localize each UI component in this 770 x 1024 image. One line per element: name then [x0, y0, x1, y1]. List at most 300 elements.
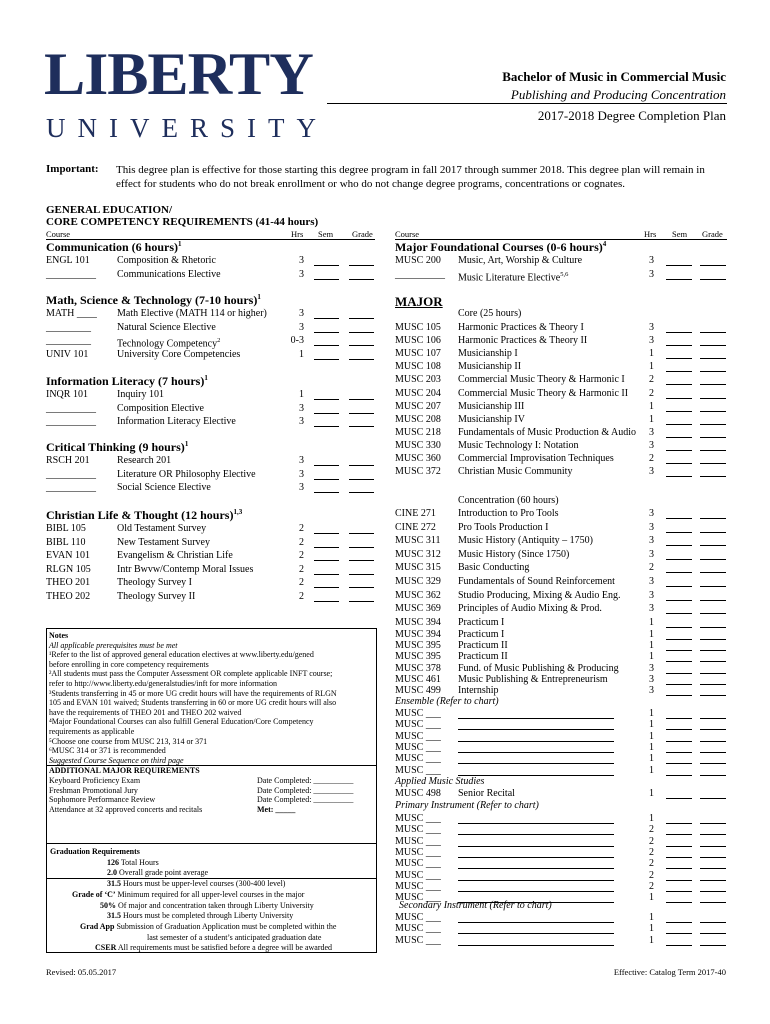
grade-blank — [700, 684, 726, 685]
grade-blank — [349, 265, 374, 266]
course-hrs: 1 — [649, 892, 654, 904]
grade-blank — [700, 265, 726, 266]
grade-blank — [700, 857, 726, 858]
course-name-text: Music Literature Elective — [458, 271, 561, 283]
sem-blank — [666, 729, 692, 730]
course-hrs: 3 — [299, 268, 304, 280]
important-text: This degree plan is effective for those starting this degree program in fall 2017 through summer 2018. This degree plan will remain in effect for students who do not break enrollment or who do not change degree programs, concentrations or cognates. — [116, 164, 705, 190]
group-title-text: Christian Life & Thought (12 hours) — [46, 508, 234, 522]
course-name — [458, 426, 636, 439]
course-hrs: 1 — [649, 413, 654, 425]
course-name — [458, 373, 625, 386]
course-name-text: Information Literacy Elective — [117, 416, 236, 427]
course-code: _________ — [46, 321, 91, 333]
sem-blank — [666, 572, 692, 573]
course-name — [458, 589, 621, 602]
grade-blank — [700, 532, 726, 533]
grade-blank — [700, 371, 726, 372]
course-code: RSCH 201 — [46, 455, 90, 466]
course-name-blank — [458, 880, 614, 881]
course-name — [117, 522, 206, 535]
course-code: MUSC ___ — [395, 753, 441, 765]
graduation-line — [50, 943, 373, 954]
course-code: MUSC 329 — [395, 576, 441, 587]
sem-blank — [666, 823, 692, 824]
mfc-title-text: Major Foundational Courses (0-6 hours) — [395, 240, 603, 254]
course-code: MUSC 105 — [395, 322, 441, 333]
course-name-blank — [458, 846, 614, 847]
course-name-text: University Core Competencies — [117, 348, 241, 360]
course-hrs: 3 — [299, 308, 304, 319]
course-name-text: Christian Music Community — [458, 466, 573, 478]
grade-blank — [700, 922, 726, 923]
course-name — [117, 454, 171, 467]
graduation-key: 50% — [100, 900, 116, 910]
graduation-text: All requirements must be satisfied before a degree will be awarded — [116, 943, 333, 953]
course-name — [458, 534, 593, 547]
course-code: MUSC 372 — [395, 466, 441, 478]
requirement-value: Met: _____ — [257, 804, 296, 814]
course-code: MUSC ___ — [395, 824, 441, 836]
course-code: CINE 271 — [395, 508, 436, 519]
grade-blank — [700, 880, 726, 881]
requirement-label: Sophomore Performance Review — [49, 795, 156, 805]
grade-blank — [349, 533, 374, 534]
course-code: MUSC ___ — [395, 880, 441, 892]
course-name-text: Internship — [458, 685, 499, 696]
course-name-blank — [458, 933, 614, 934]
sem-blank — [666, 798, 692, 799]
graduation-key: 2.0 — [107, 868, 117, 878]
sem-blank — [666, 650, 692, 651]
course-code: MUSC ___ — [395, 730, 441, 742]
course-name-text: Fund. of Music Publishing & Producing — [458, 662, 619, 674]
notes-line: ⁴Major Foundational Courses can also fulfill General Education/Core Competency — [49, 717, 314, 727]
grade-blank — [700, 834, 726, 835]
course-name-text: Musicianship III — [458, 400, 525, 412]
grade-blank — [700, 384, 726, 385]
sem-blank — [666, 857, 692, 858]
course-name-text: Basic Conducting — [458, 562, 530, 574]
course-name-text: Composition Elective — [117, 402, 204, 414]
course-hrs: 3 — [649, 335, 654, 347]
course-hrs: 2 — [649, 869, 654, 881]
grade-blank — [700, 729, 726, 730]
course-name-blank — [458, 823, 614, 824]
course-name — [458, 387, 628, 400]
sem-blank — [314, 318, 339, 319]
requirement-label: Keyboard Proficiency Exam — [49, 775, 141, 785]
course-name-text: Introduction to Pro Tools — [458, 508, 559, 519]
course-hrs: 1 — [649, 651, 654, 663]
group-title-sup: 1 — [257, 293, 261, 301]
major-title: MAJOR — [395, 294, 443, 309]
course-name-text: Harmonic Practices & Theory I — [458, 322, 584, 333]
group-title-sup: 1 — [178, 240, 182, 248]
sem-blank — [314, 345, 339, 346]
col-grade-right: Grade — [702, 229, 723, 239]
concentration-title: Concentration (60 hours) — [458, 495, 559, 506]
course-code: MUSC 108 — [395, 361, 441, 373]
sem-blank — [666, 345, 692, 346]
grade-blank — [349, 279, 374, 280]
course-code: __________ — [46, 482, 96, 493]
notes-line: ⁶MUSC 314 or 371 is recommended — [49, 746, 166, 756]
course-name — [458, 521, 549, 534]
course-name — [458, 561, 529, 574]
course-hrs: 3 — [649, 603, 654, 615]
sem-blank — [314, 359, 339, 360]
course-name — [117, 307, 267, 320]
sem-blank — [666, 639, 692, 640]
course-name-text: Communications Elective — [117, 268, 221, 280]
requirement-value: Date Completed: __________ — [257, 795, 354, 805]
course-hrs: 3 — [299, 255, 304, 266]
course-code: __________ — [46, 416, 96, 427]
course-name — [117, 536, 210, 549]
course-name — [458, 616, 504, 629]
course-code: BIBL 105 — [46, 523, 86, 534]
course-hrs: 1 — [649, 640, 654, 652]
grade-blank — [700, 450, 726, 451]
course-hrs: 3 — [649, 662, 654, 674]
course-name-blank — [458, 945, 614, 946]
sem-blank — [666, 559, 692, 560]
grade-blank — [700, 518, 726, 519]
ensemble-title: Ensemble (Refer to chart) — [395, 696, 499, 707]
course-code: MUSC 378 — [395, 662, 441, 674]
course-code: MATH ____ — [46, 308, 97, 319]
grade-blank — [700, 846, 726, 847]
sem-blank — [666, 902, 692, 903]
course-name-blank — [458, 763, 614, 764]
course-name — [117, 348, 240, 361]
sem-blank — [666, 358, 692, 359]
grade-blank — [700, 586, 726, 587]
course-hrs: 1 — [649, 934, 654, 946]
additional-requirements-title: ADDITIONAL MAJOR REQUIREMENTS — [47, 765, 376, 776]
liberty-logo-word: LIBERTY — [44, 41, 313, 107]
group-title-sup: 1 — [184, 440, 189, 448]
course-code: RLGN 105 — [46, 563, 91, 575]
course-name — [117, 549, 233, 562]
sem-blank — [666, 661, 692, 662]
notes-line: 105 and EVAN 101 waived; Students transferring in 60 or more UG credit hours will also — [49, 698, 337, 708]
course-code: MUSC ___ — [395, 923, 441, 935]
course-code: MUSC 203 — [395, 374, 441, 386]
grade-blank — [349, 587, 374, 588]
course-code: MUSC 360 — [395, 453, 441, 464]
course-name — [458, 400, 524, 413]
course-name-text: Composition & Rhetoric — [117, 255, 216, 266]
grade-blank — [700, 752, 726, 753]
course-name — [458, 548, 569, 561]
primary-title: Primary Instrument (Refer to chart) — [395, 800, 539, 811]
course-hrs: 3 — [649, 426, 654, 438]
course-code: MUSC ___ — [395, 912, 441, 923]
grade-blank — [349, 318, 374, 319]
sem-blank — [666, 933, 692, 934]
col-grade-left: Grade — [352, 229, 373, 239]
course-name-text: Technology Competency — [117, 338, 218, 350]
course-code: MUSC 207 — [395, 400, 441, 412]
course-name-blank — [458, 834, 614, 835]
course-name-text: Literature OR Philosophy Elective — [117, 468, 256, 480]
degree-title: Bachelor of Music in Commercial Music — [502, 69, 726, 84]
course-hrs: 3 — [649, 322, 654, 333]
grade-blank — [700, 823, 726, 824]
sem-blank — [666, 586, 692, 587]
sem-blank — [666, 463, 692, 464]
grade-blank — [700, 763, 726, 764]
course-code: MUSC ___ — [395, 813, 441, 824]
course-name-blank — [458, 741, 614, 742]
course-name — [117, 481, 211, 494]
graduation-text: Hours must be upper-level courses (300-400 level) — [121, 879, 286, 889]
effective-term: Effective: Catalog Term 2017-40 — [613, 967, 726, 977]
sem-blank — [666, 846, 692, 847]
course-name-text: Theology Survey II — [117, 590, 196, 602]
course-hrs: 2 — [299, 523, 304, 534]
course-name-text: Practicum I — [458, 616, 505, 628]
course-hrs: 1 — [649, 912, 654, 923]
course-hrs: 3 — [299, 455, 304, 466]
course-hrs: 2 — [649, 880, 654, 892]
grade-blank — [700, 332, 726, 333]
grade-blank — [700, 545, 726, 546]
course-hrs: 3 — [649, 268, 654, 280]
grade-blank — [700, 741, 726, 742]
sem-blank — [314, 426, 339, 427]
course-code: MUSC 394 — [395, 616, 441, 628]
additional-requirement-row — [49, 776, 374, 786]
course-hrs: 1 — [649, 629, 654, 640]
course-name-text: Intr Bwvw/Contemp Moral Issues — [117, 563, 254, 575]
course-name-blank — [458, 729, 614, 730]
grade-blank — [700, 411, 726, 412]
grade-blank — [700, 661, 726, 662]
course-code: MUSC ___ — [395, 708, 441, 719]
graduation-title: Graduation Requirements — [50, 847, 140, 856]
course-name-text: Commercial Improvisation Techniques — [458, 453, 614, 464]
course-name-text: Social Science Elective — [117, 482, 211, 493]
grade-blank — [700, 650, 726, 651]
course-name — [117, 576, 192, 589]
grade-blank — [700, 398, 726, 399]
course-code: MUSC 208 — [395, 413, 441, 425]
group-title — [46, 440, 188, 455]
graduation-line — [50, 933, 373, 944]
mfc-sup: 4 — [602, 240, 607, 248]
grade-blank — [349, 574, 374, 575]
course-code: MUSC 107 — [395, 348, 441, 360]
sem-blank — [666, 600, 692, 601]
course-code: MUSC ___ — [395, 846, 441, 858]
sem-blank — [666, 411, 692, 412]
course-code: __________ — [46, 402, 96, 414]
course-code: UNIV 101 — [46, 348, 89, 360]
course-name — [117, 563, 253, 576]
sem-blank — [666, 613, 692, 614]
sem-blank — [666, 752, 692, 753]
course-name — [458, 360, 521, 373]
graduation-text: Of major and concentration taken through Liberty University — [116, 900, 314, 910]
group-title — [46, 240, 182, 255]
sem-blank — [314, 279, 339, 280]
graduation-line — [50, 922, 373, 933]
graduation-text: Submission of Graduation Application must be completed within the — [114, 921, 337, 931]
course-hrs: 1 — [299, 348, 304, 360]
course-hrs: 2 — [299, 577, 304, 588]
grade-blank — [700, 902, 726, 903]
graduation-text: Total Hours — [119, 857, 159, 867]
course-hrs: 3 — [299, 468, 304, 480]
course-hrs: 1 — [649, 813, 654, 824]
sem-blank — [666, 450, 692, 451]
course-code: INQR 101 — [46, 389, 88, 400]
graduation-requirements-box — [46, 843, 377, 953]
plan-title: 2017-2018 Degree Completion Plan — [537, 108, 726, 123]
group-title-sup: 1,3 — [233, 508, 243, 516]
course-hrs: 1 — [649, 348, 654, 360]
grade-blank — [700, 572, 726, 573]
graduation-line — [50, 911, 373, 922]
course-name-text: Inquiry 101 — [117, 389, 164, 400]
course-name-text: Pro Tools Production I — [458, 521, 549, 533]
course-name-text: Evangelism & Christian Life — [117, 550, 233, 561]
grade-blank — [700, 718, 726, 719]
notes-line: Suggested Course Sequence on third page — [49, 755, 184, 765]
col-sem-left: Sem — [318, 229, 334, 239]
course-hrs: 3 — [299, 482, 304, 493]
core-title: Core (25 hours) — [458, 308, 522, 319]
graduation-key: 31.5 — [107, 911, 121, 921]
course-code: __________ — [395, 268, 445, 280]
group-title-text: Information Literacy (7 hours) — [46, 374, 205, 388]
course-hrs: 3 — [649, 589, 654, 601]
notes-line: before enrolling in core competency requirements — [49, 659, 209, 669]
course-code: MUSC 330 — [395, 439, 441, 451]
course-code: BIBL 110 — [46, 536, 86, 548]
grade-blank — [700, 463, 726, 464]
notes-line: All applicable prerequisites must be met — [49, 640, 178, 650]
course-name-text: Practicum I — [458, 629, 505, 640]
liberty-logo-sub: UNIVERSITY — [46, 113, 328, 143]
sem-blank — [314, 413, 339, 414]
sem-blank — [666, 834, 692, 835]
course-name — [117, 388, 164, 401]
course-code: MUSC 200 — [395, 255, 441, 266]
group-title-text: Communication (6 hours) — [46, 240, 179, 254]
grade-blank — [700, 695, 726, 696]
course-name-blank — [458, 868, 614, 869]
course-hrs: 2 — [649, 858, 654, 870]
grade-blank — [700, 891, 726, 892]
grade-blank — [349, 413, 374, 414]
grade-blank — [700, 345, 726, 346]
course-name-text: Musicianship I — [458, 348, 518, 360]
course-hrs: 1 — [649, 400, 654, 412]
course-hrs: 3 — [649, 535, 654, 547]
important-label: Important: — [46, 163, 99, 175]
grade-blank — [700, 673, 726, 674]
course-code: MUSC ___ — [395, 934, 441, 946]
requirement-value: Date Completed: __________ — [257, 785, 354, 795]
sem-blank — [666, 718, 692, 719]
graduation-key: Grad App — [80, 921, 115, 931]
sem-blank — [314, 601, 339, 602]
course-code: MUSC ___ — [395, 741, 441, 753]
graduation-text: Minimum required for all upper-level courses in the major — [115, 889, 305, 899]
course-name-blank — [458, 857, 614, 858]
notes-line: ⁵Choose one course from MUSC 213, 314 or 371 — [49, 736, 208, 746]
additional-requirement-row — [49, 805, 374, 815]
grade-blank — [700, 639, 726, 640]
gened-title-1: GENERAL EDUCATION/ — [46, 204, 173, 216]
sem-blank — [314, 399, 339, 400]
course-name-text: Commercial Music Theory & Harmonic I — [458, 374, 625, 386]
course-name-text: Fundamentals of Sound Reinforcement — [458, 576, 615, 587]
notes-line: refer to http://www.liberty.edu/generalstudies/inft for more information — [49, 678, 278, 688]
course-hrs: 2 — [299, 563, 304, 575]
notes-line: requirements as applicable — [49, 726, 135, 736]
course-code: MUSC 395 — [395, 640, 441, 652]
course-name-text: Music History (Antiquity – 1750) — [458, 535, 593, 547]
course-hrs: 1 — [649, 361, 654, 373]
course-name — [458, 321, 584, 334]
col-sem-right: Sem — [672, 229, 688, 239]
grade-blank — [349, 560, 374, 561]
graduation-text: Hours must be completed through Liberty University — [121, 911, 294, 921]
sem-blank — [666, 532, 692, 533]
sem-blank — [666, 880, 692, 881]
course-name — [117, 268, 221, 281]
course-code: MUSC 394 — [395, 629, 441, 640]
course-hrs: 1 — [649, 730, 654, 742]
course-code: MUSC ___ — [395, 892, 441, 904]
graduation-line — [50, 890, 373, 901]
course-hrs: 3 — [299, 321, 304, 333]
course-name-text: Practicum II — [458, 651, 508, 663]
course-sup: 5,6 — [560, 270, 569, 278]
course-name — [458, 334, 587, 347]
course-code: MUSC 204 — [395, 387, 441, 399]
sem-blank — [666, 763, 692, 764]
course-sup: 2 — [217, 337, 221, 344]
group-title-text: Math, Science & Technology (7-10 hours) — [46, 293, 258, 307]
course-code: MUSC 498 — [395, 788, 441, 799]
course-hrs: 2 — [299, 536, 304, 548]
sem-blank — [314, 332, 339, 333]
course-code: MUSC 311 — [395, 535, 441, 547]
graduation-line — [50, 868, 373, 879]
sem-blank — [314, 492, 339, 493]
sem-blank — [666, 545, 692, 546]
sem-blank — [666, 775, 692, 776]
course-name — [458, 268, 568, 284]
graduation-line — [50, 879, 373, 890]
course-hrs: 3 — [299, 402, 304, 414]
sem-blank — [666, 437, 692, 438]
sem-blank — [666, 627, 692, 628]
course-name — [117, 321, 216, 334]
course-name-text: Natural Science Elective — [117, 321, 216, 333]
course-hrs: 3 — [649, 685, 654, 696]
revised-date: Revised: 05.05.2017 — [46, 967, 117, 977]
grade-blank — [349, 547, 374, 548]
col-course-left: Course — [46, 229, 71, 239]
col-hrs-left: Hrs — [291, 229, 304, 239]
